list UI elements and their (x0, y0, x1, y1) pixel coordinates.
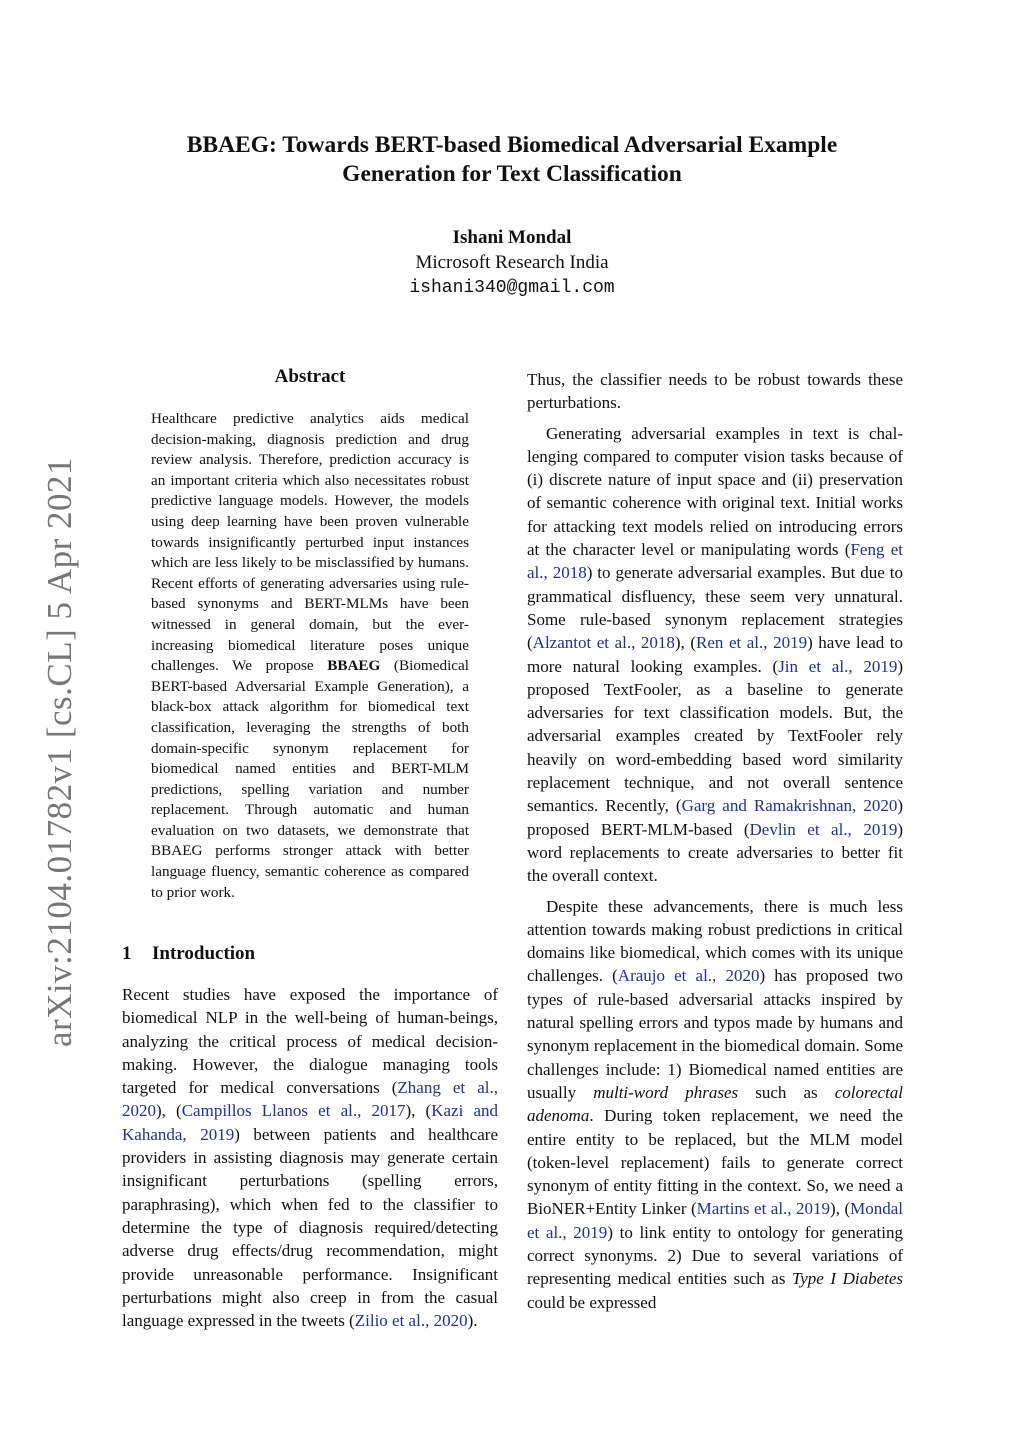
citation-link[interactable]: Devlin et al., 2019 (749, 819, 898, 839)
body-text: ) to link entity to ontology for generating correct synonyms. 2) Due to several variations of representing medical entities such as (527, 1222, 904, 1289)
body-text: ) word replacements to create adversaries to better fit the overall context. (527, 819, 903, 886)
citation-link[interactable]: Campillos Llanos et al., 2017 (181, 1101, 406, 1121)
body-text: could be expressed (527, 1292, 657, 1312)
paragraph (527, 422, 903, 888)
title-line-2: Generation for Text Classification (342, 161, 682, 187)
author-block (120, 226, 904, 300)
body-text: ) have lead to more natural looking examples. ( (527, 633, 904, 676)
citation-link[interactable]: Jin et al., 2019 (778, 656, 898, 676)
emphasis-text: colorectal adenoma (527, 1082, 904, 1126)
body-text: ) between patients and healthcare providers in assisting diagnosis may generate certain insignificant perturbations (spelling errors, paraphrasing), which when fed to the classifier to determine the type of diagnosis required/detecting adverse drug effects/drug recommendation, might provide unreasonable performance. Insignificant perturbations might also creep in from the casual language expressed in the tweets ( (122, 1124, 498, 1331)
citation-link[interactable]: Ren et al., 2019 (696, 633, 808, 653)
title-line-1: BBAEG: Towards BERT-based Biomedical Adversarial Example (186, 132, 838, 158)
body-text: ) proposed TextFooler, as a baseline to generate adversaries for text classification models. But, the adversarial examples created by TextFooler rely heavily on word-embedding based word similarity replacement technique, and not overall sentence semantics. Recently, ( (527, 656, 903, 816)
citation-link[interactable]: Alzantot et al., 2018 (532, 633, 675, 653)
author-email: ishani340@gmail.com (409, 278, 615, 298)
body-text: ) proposed BERT-MLM-based ( (527, 796, 904, 839)
body-text: ), ( (674, 633, 697, 653)
abstract-body (151, 409, 469, 903)
author-name: Ishani Mondal (452, 227, 572, 248)
body-text: ), ( (830, 1199, 851, 1219)
abstract-text: Healthcare predictive analytics aids medical decision-making, diagnosis prediction and drug review analysis. Therefore, prediction accuracy is an important criteria which also necessitates robust predictive language models. However, the models using deep learning have been proven vulnerable towards insignificantly perturbed input instances which are less likely to be misclassified by humans. Recent efforts of generating adversaries using rule-based synonyms and BERT-MLMs have been witnessed in general domain, but the ever-increasing biomedical literature poses unique challenges. We propose (151, 410, 469, 675)
citation-link[interactable]: Araujo et al., 2020 (617, 966, 760, 986)
body-text: Generating adversarial examples in text is challenging compared to computer vision tasks because of (i) discrete nature of input space and (ii) preservation of semantic coherence with original text. Initial works for attacking text models relied on introducing errors at the character level or manipulating words ( (527, 423, 903, 560)
citation-link[interactable]: Zilio et al., 2020 (354, 1311, 468, 1331)
citation-link[interactable]: Kazi and Kahanda, 2019 (122, 1101, 498, 1144)
citation-link[interactable]: Garg and Ramakrishnan, 2020 (681, 796, 898, 816)
body-text: such as (738, 1082, 835, 1102)
emphasis-text: multi-word phrases (593, 1082, 739, 1102)
paragraph: Thus, the classifier needs to be robust towards these perturbations. (527, 370, 903, 413)
body-text: Recent studies have exposed the importance of biomedical NLP in the well-being of human-beings, analyzing the critical process of medical decision-making. However, the dialogue managing tools targeted for medical conversations ( (122, 985, 498, 1098)
body-text: Despite these advancements, there is much less attention towards making robust predictions in critical domains like biomedical, which comes with its unique challenges. ( (527, 896, 903, 986)
body-text: ). (467, 1311, 478, 1331)
paragraph (527, 895, 903, 1314)
section-number: 1 (122, 943, 132, 964)
citation-link[interactable]: Zhang et al., 2020 (122, 1078, 498, 1121)
body-text: ), ( (405, 1101, 432, 1121)
author-affiliation: Microsoft Research India (415, 252, 609, 273)
section-title: Introduction (152, 943, 256, 964)
citation-link[interactable]: Martins et al., 2019 (696, 1199, 831, 1219)
abstract-heading: Abstract (274, 366, 346, 387)
intro-left-column (122, 983, 498, 1332)
citation-link[interactable]: Feng et al., 2018 (527, 540, 903, 583)
citation-link[interactable]: Mondal et al., 2019 (527, 1199, 903, 1242)
body-text: ), ( (156, 1101, 182, 1121)
emphasis-text: Type I Diabetes (792, 1269, 903, 1289)
body-text: ) to generate adversarial examples. But due to grammatical disfluency, these seem very unnatural. Some rule-based synonym replacement strategies ( (527, 563, 903, 653)
paper-title (120, 131, 904, 189)
abstract-text: (Biomedical BERT-based Adversarial Example Generation), a black-box attack algorithm for biomedical text classification, leveraging the strengths of both domain-specific synonym replacement for biomedical named entities and BERT-MLM predictions, spelling variation and number replacement. Through automatic and human evaluation on two datasets, we demonstrate that BBAEG performs stronger attack with better language fluency, semantic coherence as compared to prior work. (151, 657, 469, 901)
intro-right-column (527, 368, 903, 1321)
body-text: . During token replacement, we need the entire entity to be replaced, but the MLM model (token-level replacement) fails to generate correct synonym of entity fitting in the context. So, we need a BioNER+Entity Linker ( (527, 1106, 903, 1219)
section-heading-introduction (122, 943, 255, 965)
abstract-method-name: BBAEG (327, 657, 381, 675)
body-text: ) has proposed two types of rule-based adversarial attacks inspired by natural spelling errors and typos made by humans and synonym replacement in the biomedical domain. Some challenges include: 1) Biomedical named entities are usually (527, 966, 903, 1102)
arxiv-identifier-stamp: arXiv:2104.01782v1 [cs.CL] 5 Apr 2021 (40, 456, 79, 1048)
